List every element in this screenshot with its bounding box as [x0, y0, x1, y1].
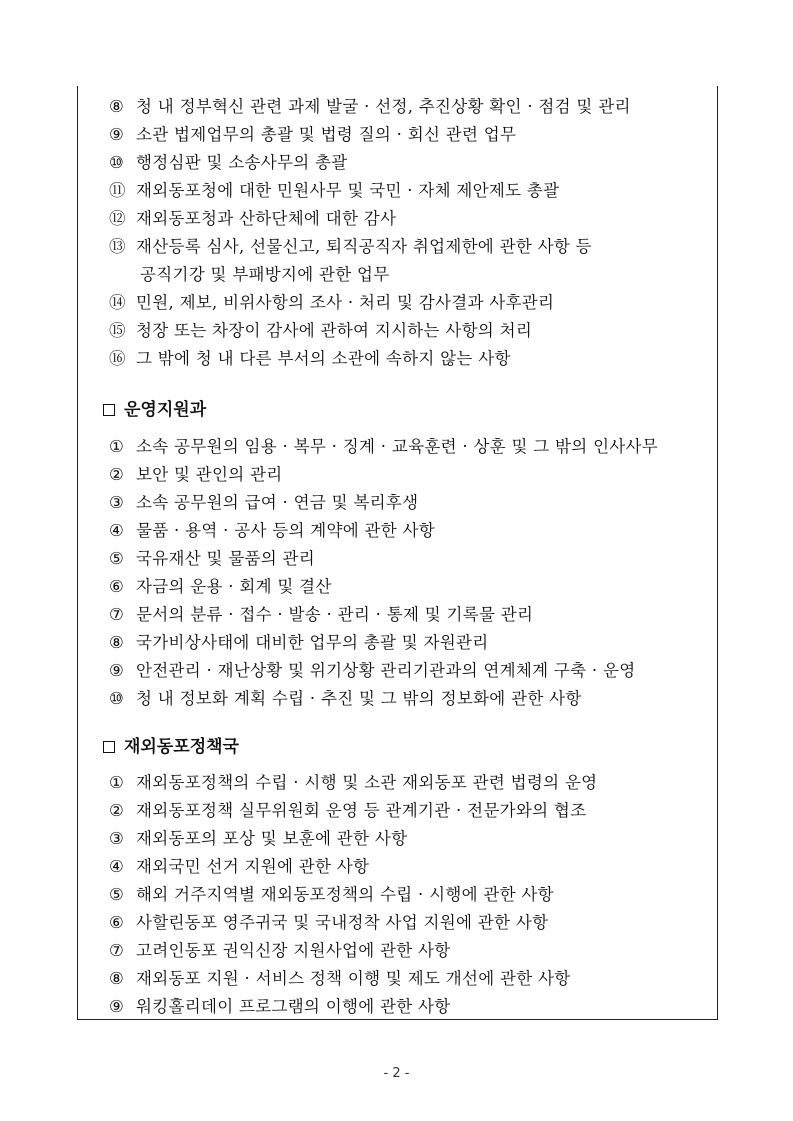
list-item-continuation: 공직기강 및 부패방지에 관한 업무	[140, 265, 390, 284]
list-item: ② 보안 및 관인의 관리	[109, 465, 283, 484]
list-item: ⑨ 워킹홀리데이 프로그램의 이행에 관한 사항	[109, 997, 451, 1016]
list-item: ⑧ 청 내 정부혁신 관련 과제 발굴 · 선정, 추진상황 확인 · 점검 및 관리	[109, 97, 631, 116]
list-item: ⑮ 청장 또는 차장이 감사에 관하여 지시하는 사항의 처리	[109, 321, 533, 340]
checkbox-square-icon	[103, 741, 115, 753]
list-item: ② 재외동포정책 실무위원회 운영 등 관계기관 · 전문가와의 협조	[109, 801, 587, 820]
list-item: ① 재외동포정책의 수립 · 시행 및 소관 재외동포 관련 법령의 운영	[109, 773, 598, 792]
list-item: ⑩ 행정심판 및 소송사무의 총괄	[109, 153, 348, 172]
list-item: ⑫ 재외동포청과 산하단체에 대한 감사	[109, 209, 397, 228]
list-item: ④ 재외국민 선거 지원에 관한 사항	[109, 857, 370, 876]
list-item: ⑥ 사할린동포 영주귀국 및 국내정착 사업 지원에 관한 사항	[109, 913, 549, 932]
list-item: ⑨ 소관 법제업무의 총괄 및 법령 질의 · 회신 관련 업무	[109, 125, 517, 144]
list-item: ⑦ 고려인동포 권익신장 지원사업에 관한 사항	[109, 941, 451, 960]
list-item: ⑨ 안전관리 · 재난상황 및 위기상황 관리기관과의 연계체계 구축 · 운영	[109, 661, 636, 680]
list-item: ⑥ 자금의 운용 · 회계 및 결산	[109, 577, 332, 596]
list-item: ⑭ 민원, 제보, 비위사항의 조사 · 처리 및 감사결과 사후관리	[109, 293, 555, 312]
list-item: ⑩ 청 내 정보화 계획 수립 · 추진 및 그 밖의 정보화에 관한 사항	[109, 689, 582, 708]
list-item: ① 소속 공무원의 임용 · 복무 · 징계 · 교육훈련 · 상훈 및 그 밖의 인사사무	[109, 437, 659, 456]
list-item: ③ 재외동포의 포상 및 보훈에 관한 사항	[109, 829, 408, 848]
list-item: ⑦ 문서의 분류 · 접수 · 발송 · 관리 · 통제 및 기록물 관리	[109, 605, 534, 624]
list-item: ⑬ 재산등록 심사, 선물신고, 퇴직공직자 취업제한에 관한 사항 등	[109, 237, 592, 256]
list-item: ④ 물품 · 용역 · 공사 등의 계약에 관한 사항	[109, 521, 436, 540]
list-item: ⑪ 재외동포청에 대한 민원사무 및 국민 · 자체 제안제도 총괄	[109, 181, 560, 200]
list-item: ⑧ 국가비상사태에 대비한 업무의 총괄 및 자원관리	[109, 633, 489, 652]
section-heading-policy: 재외동포정책국	[103, 733, 239, 761]
list-item: ⑯ 그 밖에 청 내 다른 부서의 소관에 속하지 않는 사항	[109, 349, 511, 368]
list-item: ⑤ 해외 거주지역별 재외동포정책의 수립 · 시행에 관한 사항	[109, 885, 554, 904]
page-number: - 2 -	[383, 1066, 410, 1081]
list-item: ⑧ 재외동포 지원 · 서비스 정책 이행 및 제도 개선에 관한 사항	[109, 969, 571, 988]
list-item: ③ 소속 공무원의 급여 · 연금 및 복리후생	[109, 493, 419, 512]
section-heading-ops: 운영지원과	[103, 396, 206, 424]
list-item: ⑤ 국유재산 및 물품의 관리	[109, 549, 316, 568]
checkbox-square-icon	[103, 404, 115, 416]
